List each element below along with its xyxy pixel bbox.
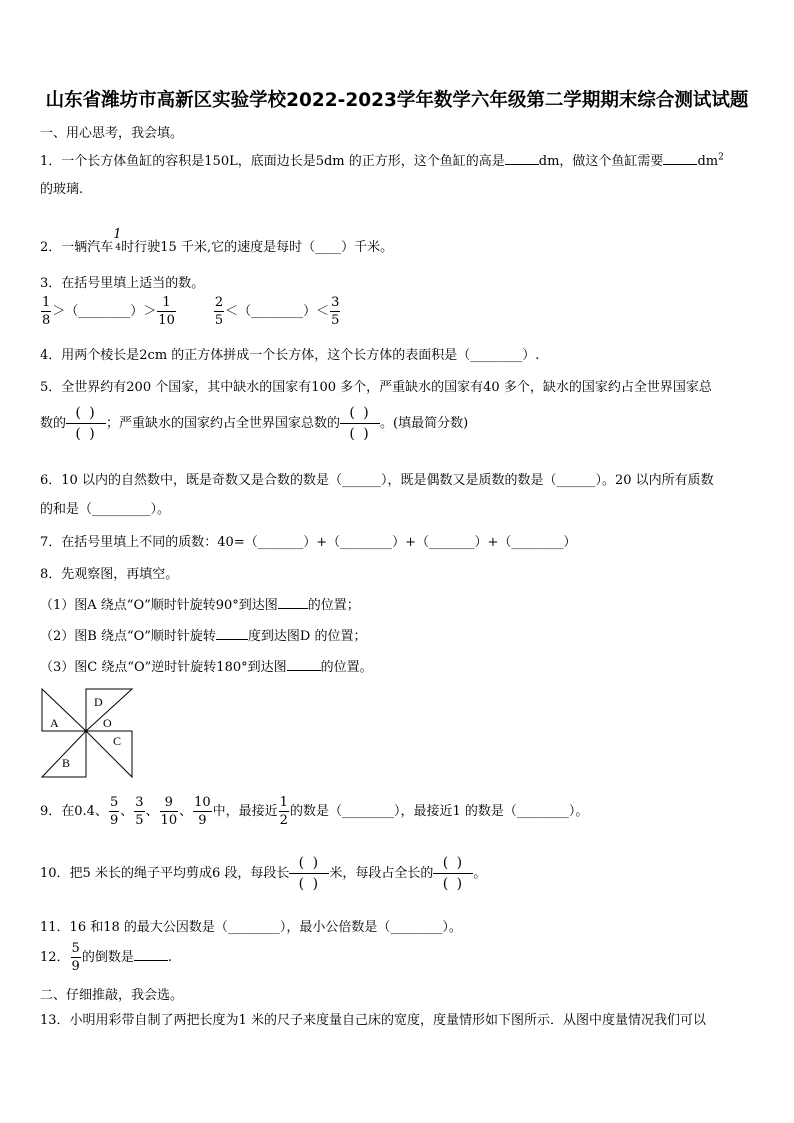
q3-f1-den: 8: [42, 313, 51, 328]
q3-frac-4: [330, 296, 340, 327]
q5-f2-num: ( ): [349, 405, 371, 421]
q1-unit-exponent: 2: [718, 152, 724, 163]
question-6: 6．10 以内的自然数中，既是奇数又是合数的数是（______），既是偶数又是质数的数是（______）。20 以内所有质数: [40, 473, 714, 488]
q9-frac-2: [134, 796, 144, 827]
q3-f4-den: 5: [331, 313, 340, 328]
label-b: B: [62, 756, 71, 770]
q12-blank[interactable]: [134, 948, 168, 961]
q9-frac-3: [160, 796, 179, 827]
q10-answer-frac-1[interactable]: [289, 856, 329, 891]
q2-frac-numerator: 1: [113, 227, 122, 242]
q12-text-a: 12．: [40, 950, 70, 965]
q8-s1-text-a: （1）图A 绕点“O”顺时针旋转90°到达图: [40, 598, 278, 613]
q3-frac-3: [214, 296, 224, 327]
question-2: [40, 227, 394, 255]
q5-answer-frac-2[interactable]: [340, 406, 380, 441]
q8-s1-text-b: 的位置；: [307, 598, 360, 613]
q3-f2-den: 10: [158, 313, 175, 328]
q12-text-b: 的倒数是: [81, 950, 134, 965]
q1-blank-2[interactable]: [663, 152, 697, 165]
q9-sep-2: 、: [145, 804, 159, 819]
q5-f1-num: ( ): [75, 405, 97, 421]
q8-blank-2[interactable]: [216, 627, 248, 640]
question-3-expr: [40, 296, 341, 327]
q10-text-b: 米，每段占全长的: [329, 866, 434, 881]
q9-frac-4: [193, 796, 212, 827]
q9-f4-bar: [193, 811, 212, 812]
question-10: [40, 856, 486, 891]
q9-text-a: 9．在0.4、: [40, 804, 108, 819]
question-9: [40, 796, 588, 827]
question-13: 13．小明用彩带自制了两把长度为1 米的尺子来度量自己床的宽度，度量情形如下图所示．从图中度量情况我们可以: [40, 1013, 706, 1028]
question-1: [40, 150, 724, 169]
q3-f2-bar: [157, 311, 176, 312]
q8-s2-text-b: 度到达图D 的位置；: [247, 629, 367, 644]
q3-frac-2: [157, 296, 176, 327]
q2-frac-denominator: 4: [115, 243, 122, 253]
q3-f1-num: 1: [42, 295, 51, 310]
q10-f2-num: ( ): [442, 855, 465, 871]
q10-f1-bar: [289, 873, 329, 874]
q9-f4-den: 9: [198, 813, 207, 828]
question-8-part-3: [40, 656, 373, 675]
q12-f-den: 9: [71, 959, 80, 974]
q3-gt-blank[interactable]: ＞（________）＞: [52, 304, 157, 319]
q9-f4-num: 10: [194, 795, 211, 810]
q9-f3-den: 10: [160, 813, 178, 828]
triangle-b: [42, 731, 86, 777]
q12-frac: [71, 942, 81, 973]
q9-sep-1: 、: [120, 804, 134, 819]
section-1-heading: 一、用心思考，我会填。: [40, 126, 184, 141]
question-12: [40, 942, 172, 973]
label-c: C: [113, 734, 122, 748]
q9-sep-3: 、: [179, 804, 193, 819]
q3-f3-den: 5: [214, 313, 224, 328]
q1-blank-1[interactable]: [505, 152, 539, 165]
q9-frac-half: [279, 796, 289, 827]
q5-f1-den: ( ): [75, 426, 97, 442]
q5-f1-bar: [66, 423, 106, 424]
exam-title: 山东省潍坊市高新区实验学校2022-2023学年数学六年级第二学期期末综合测试试题: [45, 90, 749, 111]
q12-f-num: 5: [71, 941, 80, 956]
q9-f1-den: 9: [109, 813, 119, 828]
q5-text-d: 。(填最简分数): [380, 416, 469, 431]
q9-f3-num: 9: [164, 795, 173, 810]
q12-text-c: .: [167, 950, 172, 965]
triangle-c: [86, 731, 132, 777]
q1-unit: dm: [697, 154, 719, 169]
q9-f2-bar: [134, 811, 144, 812]
q8-s3-text-a: （3）图C 绕点“O”逆时针旋转180°到达图: [40, 660, 287, 675]
question-8-part-1: [40, 594, 360, 613]
q1-text-b: dm，做这个鱼缸需要: [538, 154, 664, 169]
q12-f-bar: [71, 957, 81, 958]
q5-answer-frac-1[interactable]: [66, 406, 106, 441]
q3-f4-bar: [330, 311, 340, 312]
q5-text-b: 数的: [40, 416, 67, 431]
q10-text-c: 。: [473, 866, 487, 881]
q3-lt-blank[interactable]: ＜（________）＜: [225, 304, 330, 319]
q9-f1-bar: [109, 811, 119, 812]
q5-f2-den: ( ): [349, 426, 371, 442]
q1-text-a: 1．一个长方体鱼缸的容积是150L，底面边长是5dm 的正方形，这个鱼缸的高是: [40, 154, 505, 169]
q3-frac-1: [41, 296, 51, 327]
q8-s3-text-b: 的位置。: [320, 660, 373, 675]
q3-f3-num: 2: [214, 295, 224, 310]
rotation-figure: [40, 687, 140, 781]
section-2-heading: 二、仔细推敲，我会选。: [40, 988, 184, 1003]
question-5-cont: [40, 406, 468, 441]
label-o: O: [103, 716, 112, 730]
question-6-cont: 的和是（_________）。: [40, 502, 171, 517]
q9-frac-1: [109, 796, 119, 827]
q10-f2-bar: [433, 873, 473, 874]
q10-f1-num: ( ): [298, 855, 321, 871]
q10-text-a: 10．把5 米长的绳子平均剪成6 段，每段长: [40, 866, 290, 881]
q9-f2-num: 3: [135, 795, 144, 810]
q9-fh-bar: [279, 811, 289, 812]
q2-text-a: 2．一辆汽车: [40, 240, 114, 255]
q8-blank-3[interactable]: [287, 658, 321, 671]
triangle-a: [42, 689, 86, 731]
q9-text-c: 的数是（________），最接近1 的数是（________）。: [289, 804, 589, 819]
label-d: D: [94, 695, 103, 709]
q9-fh-den: 2: [279, 813, 288, 828]
question-7: 7．在括号里填上不同的质数：40=（_______）+（________）+（_______）+（________）: [40, 535, 577, 550]
question-11: 11．16 和18 的最大公因数是（________），最小公倍数是（________）。: [40, 920, 462, 935]
q8-s2-text-a: （2）图B 绕点“O”顺时针旋转: [40, 629, 216, 644]
q3-f4-num: 3: [331, 295, 340, 310]
q10-answer-frac-2[interactable]: [433, 856, 473, 891]
q5-f2-bar: [340, 423, 380, 424]
q9-f3-bar: [160, 811, 179, 812]
question-8: 8．先观察图，再填空。: [40, 567, 179, 582]
q3-f2-num: 1: [162, 295, 171, 310]
q2-text-b: 时行驶15 千米,它的速度是每时（____）千米。: [121, 240, 394, 255]
q10-f1-den: ( ): [298, 876, 321, 892]
question-1-cont: 的玻璃.: [40, 182, 84, 197]
q9-fh-num: 1: [279, 795, 288, 810]
q8-blank-1[interactable]: [278, 596, 308, 609]
question-4: 4．用两个棱长是2cm 的正方体拼成一个长方体，这个长方体的表面积是（________）.: [40, 348, 540, 363]
q10-f2-den: ( ): [442, 876, 465, 892]
q3-f3-bar: [214, 311, 224, 312]
q9-f1-num: 5: [109, 795, 119, 810]
q9-f2-den: 5: [135, 813, 144, 828]
label-a: A: [50, 716, 59, 730]
q3-f1-bar: [41, 311, 51, 312]
question-8-part-2: [40, 625, 366, 644]
q5-text-c: ；严重缺水的国家约占全世界国家总数的: [106, 416, 341, 431]
question-5: 5．全世界约有200 个国家，其中缺水的国家有100 多个，严重缺水的国家有40 多个，缺水的国家约占全世界国家总: [40, 380, 712, 395]
question-3: 3．在括号里填上适当的数。: [40, 276, 205, 291]
q9-text-b: 中，最接近: [212, 804, 278, 819]
